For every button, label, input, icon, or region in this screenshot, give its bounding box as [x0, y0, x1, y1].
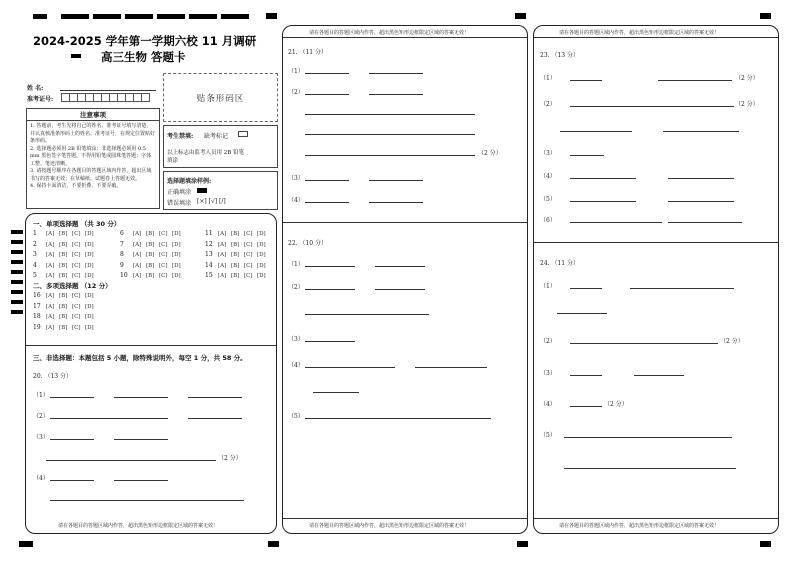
answer-line[interactable] [305, 418, 491, 419]
q23-sub6: （6） [540, 217, 556, 224]
answer-bubble[interactable]: [C] [72, 241, 81, 248]
answer-bubble[interactable]: [B] [59, 262, 68, 269]
answer-line[interactable] [415, 367, 487, 368]
mcq-question-row [120, 272, 185, 279]
fill-wrong-label: 错误填涂 [167, 200, 192, 207]
warning-text: 请在各题目的答题区域内作答，超出黑色矩形边框限定区域的答案无效！ [309, 523, 470, 529]
question-number: 3 [33, 251, 37, 258]
mcq-question-row [120, 230, 185, 237]
absent-checkbox[interactable] [238, 131, 248, 137]
answer-line[interactable] [313, 392, 359, 393]
mcq-question-row [120, 241, 185, 248]
answer-line[interactable] [50, 480, 94, 481]
mcq-question-row [205, 241, 270, 248]
q21-sub1: （1） [288, 68, 304, 75]
divider [534, 518, 778, 519]
answer-bubble[interactable]: [A] [46, 303, 55, 310]
answer-bubble[interactable]: [A] [46, 293, 55, 299]
alignment-mark [760, 541, 771, 547]
timing-mark [11, 280, 23, 284]
answer-bubble[interactable]: [B] [59, 314, 68, 320]
answer-bubble[interactable]: [B] [231, 241, 240, 248]
answer-bubble[interactable]: [D] [85, 241, 94, 248]
answer-bubble[interactable]: [C] [159, 241, 168, 248]
question-number: 4 [33, 261, 37, 269]
answer-line[interactable] [305, 341, 355, 342]
answer-bubble[interactable]: [C] [159, 262, 168, 269]
timing-mark [11, 300, 23, 304]
alignment-mark [33, 14, 47, 19]
answer-line[interactable] [570, 288, 602, 289]
answer-bubble[interactable]: [D] [172, 241, 181, 248]
mcq-question-row [205, 251, 270, 258]
divider [283, 222, 527, 223]
answer-line[interactable] [570, 155, 604, 156]
question-number: 6 [120, 230, 124, 237]
title-mark [71, 54, 81, 58]
answer-bubble[interactable]: [A] [218, 262, 227, 269]
question-number: 2 [33, 240, 37, 248]
answer-bubble[interactable]: [D] [85, 293, 94, 299]
question-number: 8 [120, 251, 124, 258]
answer-bubble[interactable]: [A] [218, 241, 227, 248]
timing-mark [11, 250, 23, 254]
answer-line[interactable] [50, 397, 94, 398]
note-item: 3. 请按题号顺序在各题目的答题区域内作答，超出区域书写的答案无效；在草稿纸、试题卷上答题无效。 [30, 168, 152, 182]
q20-sub2: （2） [33, 413, 49, 420]
answer-line[interactable] [375, 266, 425, 267]
q20-sub3-score: （2 分） [218, 455, 242, 462]
alignment-mark [125, 14, 153, 19]
answer-bubble[interactable]: [B] [146, 231, 155, 237]
answer-bubble[interactable]: [A] [46, 314, 55, 320]
answer-bubble[interactable]: [B] [231, 252, 240, 258]
q22-sub1: （1） [288, 261, 304, 268]
answer-bubble[interactable]: [D] [257, 273, 266, 279]
question-number: 18 [33, 313, 41, 320]
answer-line[interactable] [570, 406, 602, 407]
answer-line[interactable] [570, 222, 662, 223]
fill-correct-sample [197, 188, 207, 193]
answer-bubble[interactable]: [B] [59, 303, 68, 310]
answer-line[interactable] [369, 73, 423, 74]
mcq-question-row [33, 303, 98, 310]
warning-text: 请在各题目的答题区域内作答，超出黑色矩形边框限定区域的答案无效！ [559, 523, 720, 529]
question-number: 17 [33, 302, 41, 310]
mcq-question-row [33, 313, 98, 320]
answer-bubble[interactable]: [B] [59, 231, 68, 237]
divider [534, 242, 778, 243]
q22-label: 22. （10 分） [288, 240, 327, 247]
question-number: 13 [205, 251, 213, 258]
q21-sub2-score: （2 分） [478, 150, 502, 157]
answer-line[interactable] [305, 73, 349, 74]
answer-bubble[interactable]: [D] [172, 262, 181, 269]
answer-bubble[interactable]: [B] [146, 252, 155, 258]
timing-mark [11, 310, 23, 314]
question-number: 14 [205, 261, 213, 269]
answer-line[interactable] [369, 202, 423, 203]
answer-bubble[interactable]: [C] [244, 273, 253, 279]
answer-bubble[interactable]: [D] [172, 231, 181, 237]
answer-line[interactable] [668, 222, 742, 223]
answer-bubble[interactable]: [A] [218, 252, 227, 258]
alignment-mark [19, 541, 33, 547]
section3-title: 三、非选择题：本题包括 5 小题，除特殊说明外，每空 1 分，共 58 分。 [33, 354, 247, 362]
q20-label: 20. （13 分） [33, 373, 72, 380]
answer-bubble[interactable]: [C] [72, 252, 81, 258]
answer-bubble[interactable]: [A] [218, 273, 227, 279]
answer-line[interactable] [564, 468, 736, 469]
answer-bubble[interactable]: [C] [159, 252, 168, 258]
alignment-mark [268, 541, 279, 547]
mcq-question-row [33, 262, 98, 269]
warning-text: 请在各题目的答题区域内作答，超出黑色矩形边框限定区域的答案无效！ [58, 523, 219, 529]
note-item: 2. 选择题必须用 2B 铅笔填涂；非选择题必须用 0.5 mm 黑色签字笔答题，不得用铅笔或圆珠笔答题；字体工整、笔迹清晰。 [30, 145, 152, 167]
timing-mark [11, 240, 23, 244]
timing-mark [11, 260, 23, 264]
question-number: 7 [120, 240, 124, 248]
answer-bubble[interactable]: [C] [72, 303, 81, 310]
answer-bubble[interactable]: [C] [72, 231, 81, 237]
q24-sub1: （1） [540, 283, 556, 290]
answer-bubble[interactable]: [B] [59, 252, 68, 258]
warning-text: 请在各题目的答题区域内作答，超出黑色矩形边框限定区域的答案无效！ [559, 30, 720, 36]
answer-bubble[interactable]: [D] [85, 314, 94, 320]
q23-sub5: （5） [540, 196, 556, 203]
mcq-question-row [205, 230, 270, 237]
answer-bubble[interactable]: [D] [85, 303, 94, 310]
id-label: 准考证号: [27, 96, 54, 103]
answer-bubble[interactable]: [A] [218, 231, 227, 237]
answer-line[interactable] [305, 314, 429, 315]
answer-bubble[interactable]: [D] [172, 273, 181, 279]
mcq-question-row [33, 292, 98, 299]
section2-title: 二、多项选择题 （12 分） [33, 282, 112, 290]
question-number: 10 [120, 272, 128, 279]
mcq-question-row [120, 262, 185, 269]
divider [283, 37, 527, 38]
answer-bubble[interactable]: [C] [72, 314, 81, 320]
fill-example-title: 选择题填涂样例: [167, 178, 212, 185]
q23-sub1-score: （2 分） [735, 75, 759, 82]
answer-bubble[interactable]: [D] [257, 252, 266, 258]
q22-sub3: （3） [288, 336, 304, 343]
alignment-mark [266, 13, 277, 19]
answer-line[interactable] [188, 397, 242, 398]
answer-line[interactable] [570, 201, 636, 202]
answer-line[interactable] [564, 437, 732, 438]
answer-line[interactable] [305, 367, 395, 368]
answer-bubble[interactable]: [B] [146, 262, 155, 269]
divider [283, 518, 527, 519]
answer-line[interactable] [570, 375, 602, 376]
answer-bubble[interactable]: [C] [72, 324, 81, 331]
answer-line[interactable] [305, 94, 349, 95]
answer-bubble[interactable]: [B] [146, 273, 155, 279]
answer-bubble[interactable]: [B] [231, 231, 240, 237]
q24-sub4-score: （2 分） [604, 401, 628, 408]
answer-bubble[interactable]: [D] [85, 252, 94, 258]
alignment-mark [61, 14, 89, 19]
absent-label: 考生禁填: [167, 133, 194, 140]
answer-line[interactable] [634, 375, 684, 376]
name-label: 姓 名: [27, 85, 44, 92]
q23-sub2-score: （2 分） [735, 101, 759, 108]
notes-title: 注意事项 [27, 109, 159, 121]
timing-mark [11, 270, 23, 274]
divider [26, 345, 276, 346]
answer-bubble[interactable]: [D] [257, 262, 266, 269]
answer-line[interactable] [50, 439, 94, 440]
answer-line[interactable] [369, 180, 423, 181]
timing-mark [11, 230, 23, 234]
mcq-question-row [33, 324, 98, 331]
answer-bubble[interactable]: [A] [133, 241, 142, 248]
question-number: 9 [120, 261, 124, 269]
answer-line[interactable] [663, 131, 739, 132]
answer-bubble[interactable]: [C] [72, 293, 81, 299]
mcq-question-row [33, 272, 98, 279]
q24-sub3: （3） [540, 370, 556, 377]
mcq-question-row [120, 251, 185, 258]
answer-line[interactable] [305, 289, 355, 290]
answer-line[interactable] [630, 288, 734, 289]
question-number: 15 [205, 272, 213, 279]
answer-bubble[interactable]: [B] [146, 241, 155, 248]
alignment-mark [517, 541, 528, 547]
answer-line[interactable] [188, 418, 242, 419]
name-field[interactable] [60, 90, 156, 91]
alignment-mark [760, 13, 771, 19]
answer-bubble[interactable]: [D] [257, 241, 266, 248]
mcq-question-row [205, 262, 270, 269]
answer-bubble[interactable]: [A] [133, 273, 142, 279]
answer-bubble[interactable]: [A] [46, 231, 55, 237]
answer-line[interactable] [570, 178, 636, 179]
barcode-area [163, 73, 278, 122]
answer-bubble[interactable]: [C] [72, 262, 81, 269]
alignment-mark [189, 14, 217, 19]
answer-bubble[interactable]: [C] [244, 262, 253, 269]
answer-line[interactable] [375, 289, 425, 290]
answer-line[interactable] [668, 201, 734, 202]
answer-bubble[interactable]: [A] [133, 262, 142, 269]
answer-bubble[interactable]: [D] [85, 324, 94, 331]
answer-bubble[interactable]: [C] [244, 252, 253, 258]
q23-sub4: （4） [540, 173, 556, 180]
q23-sub1: （1） [540, 75, 556, 82]
alignment-mark [221, 14, 249, 19]
answer-line[interactable] [46, 460, 216, 461]
answer-bubble[interactable]: [B] [231, 262, 240, 269]
answer-line[interactable] [570, 80, 602, 81]
answer-line[interactable] [50, 500, 244, 501]
id-field[interactable] [62, 93, 150, 104]
question-number: 19 [33, 323, 41, 331]
answer-bubble[interactable]: [B] [59, 273, 68, 279]
answer-line[interactable] [305, 114, 475, 115]
q20-sub4: （4） [33, 475, 49, 482]
answer-line[interactable] [658, 80, 732, 81]
absent-box [163, 125, 278, 168]
answer-line[interactable] [305, 180, 349, 181]
timing-mark [11, 290, 23, 294]
answer-bubble[interactable]: [B] [59, 293, 68, 299]
alignment-mark [515, 13, 526, 19]
answer-panel-middle [282, 25, 528, 534]
note-item: 1. 答题前，考生先将自己的姓名、准考证号填写清楚，并认真核准条形码上的姓名、准考证号，在规定位置贴好条形码。 [30, 123, 156, 144]
answer-line[interactable] [570, 343, 718, 344]
divider [534, 37, 778, 38]
q21-sub2: （2） [288, 89, 304, 96]
answer-bubble[interactable]: [C] [72, 273, 81, 279]
fill-example-box [163, 171, 278, 210]
answer-bubble[interactable]: [D] [85, 262, 94, 269]
answer-bubble[interactable]: [B] [231, 273, 240, 279]
answer-bubble[interactable]: [B] [59, 241, 68, 248]
answer-line[interactable] [557, 313, 607, 314]
answer-line[interactable] [114, 397, 168, 398]
question-number: 1 [33, 230, 37, 237]
answer-bubble[interactable]: [A] [133, 252, 142, 258]
q24-sub2-score: （2 分） [720, 338, 744, 345]
mcq-question-row [33, 251, 98, 258]
mcq-question-row [205, 272, 270, 279]
answer-line[interactable] [305, 155, 475, 156]
answer-bubble[interactable]: [B] [59, 324, 68, 331]
answer-bubble[interactable]: [A] [46, 324, 55, 331]
page-subtitle: 高三生物 答题卡 [101, 50, 186, 64]
q21-sub4: （4） [288, 197, 304, 204]
answer-line[interactable] [114, 480, 168, 481]
page-title: 2024-2025 学年第一学期六校 11 月调研 [33, 34, 257, 48]
q24-sub5: （5） [540, 432, 556, 439]
answer-line[interactable] [570, 106, 734, 107]
answer-bubble[interactable]: [C] [159, 273, 168, 279]
answer-line[interactable] [305, 202, 349, 203]
answer-bubble[interactable]: [C] [244, 241, 253, 248]
q24-label: 24. （11 分） [540, 260, 579, 267]
question-number: 11 [205, 230, 213, 237]
mcq-question-row [33, 230, 98, 237]
q23-sub2: （2） [540, 101, 556, 108]
answer-bubble[interactable]: [D] [172, 252, 181, 258]
question-number: 16 [33, 292, 41, 299]
answer-line[interactable] [560, 131, 632, 132]
question-number: 5 [33, 272, 37, 279]
question-number: 12 [205, 240, 213, 248]
answer-bubble[interactable]: [A] [46, 252, 55, 258]
absent-note: 以上标志由监考人员用 2B 铅笔填涂 [167, 150, 245, 164]
mcq-question-row [33, 241, 98, 248]
section1-title: 一、单项选择题 （共 30 分） [33, 220, 121, 228]
q22-sub4: （4） [288, 362, 304, 369]
q20-sub3: （3） [33, 434, 49, 441]
note-item: 4. 保持卡面清洁，不要折叠、不要弄破。 [30, 183, 122, 189]
answer-bubble[interactable]: [A] [46, 273, 55, 279]
answer-line[interactable] [369, 94, 423, 95]
answer-bubble[interactable]: [A] [46, 241, 55, 248]
fill-correct-label: 正确填涂 [167, 189, 192, 196]
q22-sub2: （2） [288, 284, 304, 291]
q24-sub2: （2） [540, 338, 556, 345]
q23-sub3: （3） [540, 150, 556, 157]
q23-label: 23. （13 分） [540, 52, 579, 59]
warning-text: 请在各题目的答题区域内作答，超出黑色矩形边框限定区域的答案无效！ [309, 30, 470, 36]
absent-mark-label: 缺考标记 [204, 133, 229, 140]
alignment-mark [93, 14, 121, 19]
notes-box [26, 108, 160, 209]
answer-bubble[interactable]: [C] [159, 231, 168, 237]
fill-wrong-samples: [×] [√] [/] [197, 198, 226, 205]
q21-sub3: （3） [288, 175, 304, 182]
alignment-mark [157, 14, 185, 19]
answer-bubble[interactable]: [D] [257, 231, 266, 237]
answer-line[interactable] [668, 178, 734, 179]
barcode-label: 贴条形码区 [196, 93, 245, 104]
answer-line[interactable] [50, 418, 168, 419]
answer-bubble[interactable]: [C] [244, 231, 253, 237]
answer-bubble[interactable]: [A] [46, 262, 55, 269]
answer-bubble[interactable]: [A] [133, 231, 142, 237]
answer-line[interactable] [305, 266, 355, 267]
q21-label: 21. （11 分） [288, 49, 327, 56]
answer-line[interactable] [114, 439, 168, 440]
q22-sub5: （5） [288, 413, 304, 420]
q20-sub1: （1） [33, 392, 49, 399]
answer-line[interactable] [305, 134, 475, 135]
answer-bubble[interactable]: [D] [85, 273, 94, 279]
q24-sub4: （4） [540, 401, 556, 408]
answer-bubble[interactable]: [D] [85, 231, 94, 237]
